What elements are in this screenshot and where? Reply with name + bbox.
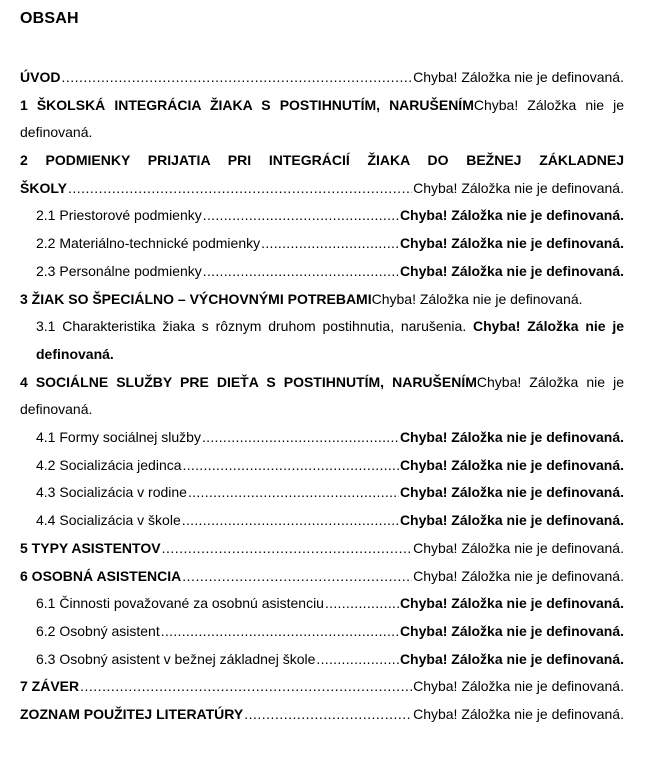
dot-leader — [161, 618, 399, 646]
toc-entry-2-3[interactable] — [20, 258, 624, 286]
toc-entry-4-2[interactable] — [20, 452, 624, 480]
toc-entry-label: 7 ZÁVER — [20, 678, 80, 695]
toc-entry-page-ref: Chyba! Záložka nie je definovaná. — [399, 650, 624, 667]
toc-entry-4-3[interactable] — [20, 479, 624, 507]
toc-entry-page-ref: Chyba! Záložka nie je definovaná. — [399, 235, 624, 252]
toc-entry-2[interactable] — [20, 147, 624, 175]
toc-entry-page-ref: Chyba! Záložka nie je definovaná. — [20, 373, 624, 418]
toc-entry-page-ref: Chyba! Záložka nie je definovaná. — [413, 539, 624, 556]
toc-entry-page-ref: Chyba! Záložka nie je definovaná. — [399, 207, 624, 224]
dot-leader — [68, 175, 412, 203]
toc-entry-7[interactable] — [20, 673, 624, 701]
toc-entry-label: 6.3 Osobný asistent v bežnej základnej škole — [36, 650, 316, 667]
toc-entry-label: ÚVOD — [20, 69, 61, 85]
toc-entry-page-ref: Chyba! Záložka nie je definovaná. — [20, 96, 624, 141]
toc-entry-6[interactable] — [20, 563, 624, 591]
toc-entry-label: 4.4 Socializácia v škole — [36, 512, 181, 529]
toc-entry-label: 6 OSOBNÁ ASISTENCIA — [20, 567, 182, 584]
toc-entry-6-2[interactable] — [20, 618, 624, 646]
toc-entry-page-ref: Chyba! Záložka nie je definovaná. — [399, 429, 624, 446]
toc-entry-page-ref: Chyba! Záložka nie je definovaná. — [399, 484, 624, 501]
dot-leader — [61, 64, 412, 92]
toc-entry-6-3[interactable] — [20, 646, 624, 674]
toc-entry-5[interactable] — [20, 535, 624, 563]
dot-leader — [316, 646, 399, 674]
dot-leader — [188, 479, 399, 507]
dot-leader — [203, 258, 399, 286]
toc-entry-page-ref: Chyba! Záložka nie je definovaná. — [399, 622, 624, 639]
toc-title: OBSAH — [20, 10, 79, 27]
toc-entry-label: 4.3 Socializácia v rodine — [36, 484, 187, 501]
toc-entry-page-ref: Chyba! Záložka nie je definovaná. — [371, 290, 583, 307]
toc-entry-label: 4.2 Socializácia jedinca — [36, 456, 182, 473]
toc-entry-label: 3 ŽIAK SO ŠPECIÁLNO – VÝCHOVNÝMI POTREBAMI — [20, 290, 372, 307]
toc-entry-4-4[interactable] — [20, 507, 624, 535]
dot-leader — [182, 563, 412, 591]
toc-entry-3-1[interactable] — [20, 313, 624, 368]
toc-entry-page-ref: Chyba! Záložka nie je definovaná. — [413, 69, 624, 85]
dot-leader — [202, 424, 399, 452]
toc-entry-4-1[interactable] — [20, 424, 624, 452]
toc-entry-label: ZOZNAM POUŽITEJ LITERATÚRY — [20, 705, 244, 722]
toc-entry-label: 6.2 Osobný asistent — [36, 622, 160, 639]
toc-entry-label: 6.1 Činnosti považované za osobnú asistenciu — [36, 595, 324, 612]
toc-entry-label: 2.1 Priestorové podmienky — [36, 207, 202, 224]
toc-entry-label-continued: ŠKOLY — [20, 179, 67, 196]
toc-entry-2-leader-line — [20, 175, 624, 203]
toc-entry-label: 2 PODMIENKY PRIJATIA PRI INTEGRÁCIÍ ŽIAKA DO BEŽNEJ ZÁKLADNEJ — [20, 152, 624, 169]
toc-entry-6-1[interactable] — [20, 590, 624, 618]
toc-entry-3[interactable] — [20, 286, 624, 314]
dot-leader — [261, 230, 399, 258]
toc-entry-page-ref: Chyba! Záložka nie je definovaná. — [413, 678, 624, 695]
toc-entry-page-ref: Chyba! Záložka nie je definovaná. — [413, 567, 624, 584]
document-page — [20, 0, 624, 774]
toc-entry-label: 2.3 Personálne podmienky — [36, 262, 202, 279]
dot-leader — [183, 452, 399, 480]
toc-entry-2-1[interactable] — [20, 202, 624, 230]
dot-leader — [80, 673, 412, 701]
dot-leader — [244, 701, 412, 729]
toc-entry-label: 5 TYPY ASISTENTOV — [20, 539, 161, 556]
toc-entry-label: 1 ŠKOLSKÁ INTEGRÁCIA ŽIAKA S POSTIHNUTÍM, NARUŠENÍM — [20, 96, 474, 113]
dot-leader — [162, 535, 413, 563]
toc-entry-page-ref: Chyba! Záložka nie je definovaná. — [36, 318, 625, 362]
toc-entry-label: 3.1 Charakteristika žiaka s rôznym druhom postihnutia, narušenia. — [36, 318, 467, 335]
toc-entry-1[interactable] — [20, 92, 624, 147]
toc-entry-label: 2.2 Materiálno-technické podmienky — [36, 235, 261, 252]
toc-entry-2-2[interactable] — [20, 230, 624, 258]
toc-entry-page-ref: Chyba! Záložka nie je definovaná. — [413, 705, 624, 722]
toc-entry-label: 4.1 Formy sociálnej služby — [36, 429, 201, 446]
toc-entry-literatura[interactable] — [20, 701, 624, 729]
toc-entry-label: 4 SOCIÁLNE SLUŽBY PRE DIEŤA S POSTIHNUTÍM, NARUŠENÍM — [20, 373, 477, 390]
toc-entry-uvod[interactable] — [20, 64, 624, 92]
toc-entry-page-ref: Chyba! Záložka nie je definovaná. — [413, 179, 624, 196]
table-of-contents — [20, 64, 624, 729]
dot-leader — [325, 590, 399, 618]
toc-entry-page-ref: Chyba! Záložka nie je definovaná. — [399, 456, 624, 473]
toc-entry-page-ref: Chyba! Záložka nie je definovaná. — [399, 262, 624, 279]
toc-entry-page-ref: Chyba! Záložka nie je definovaná. — [399, 512, 624, 529]
dot-leader — [203, 202, 399, 230]
dot-leader — [182, 507, 399, 535]
toc-entry-page-ref: Chyba! Záložka nie je definovaná. — [399, 595, 624, 612]
toc-entry-4[interactable] — [20, 369, 624, 424]
